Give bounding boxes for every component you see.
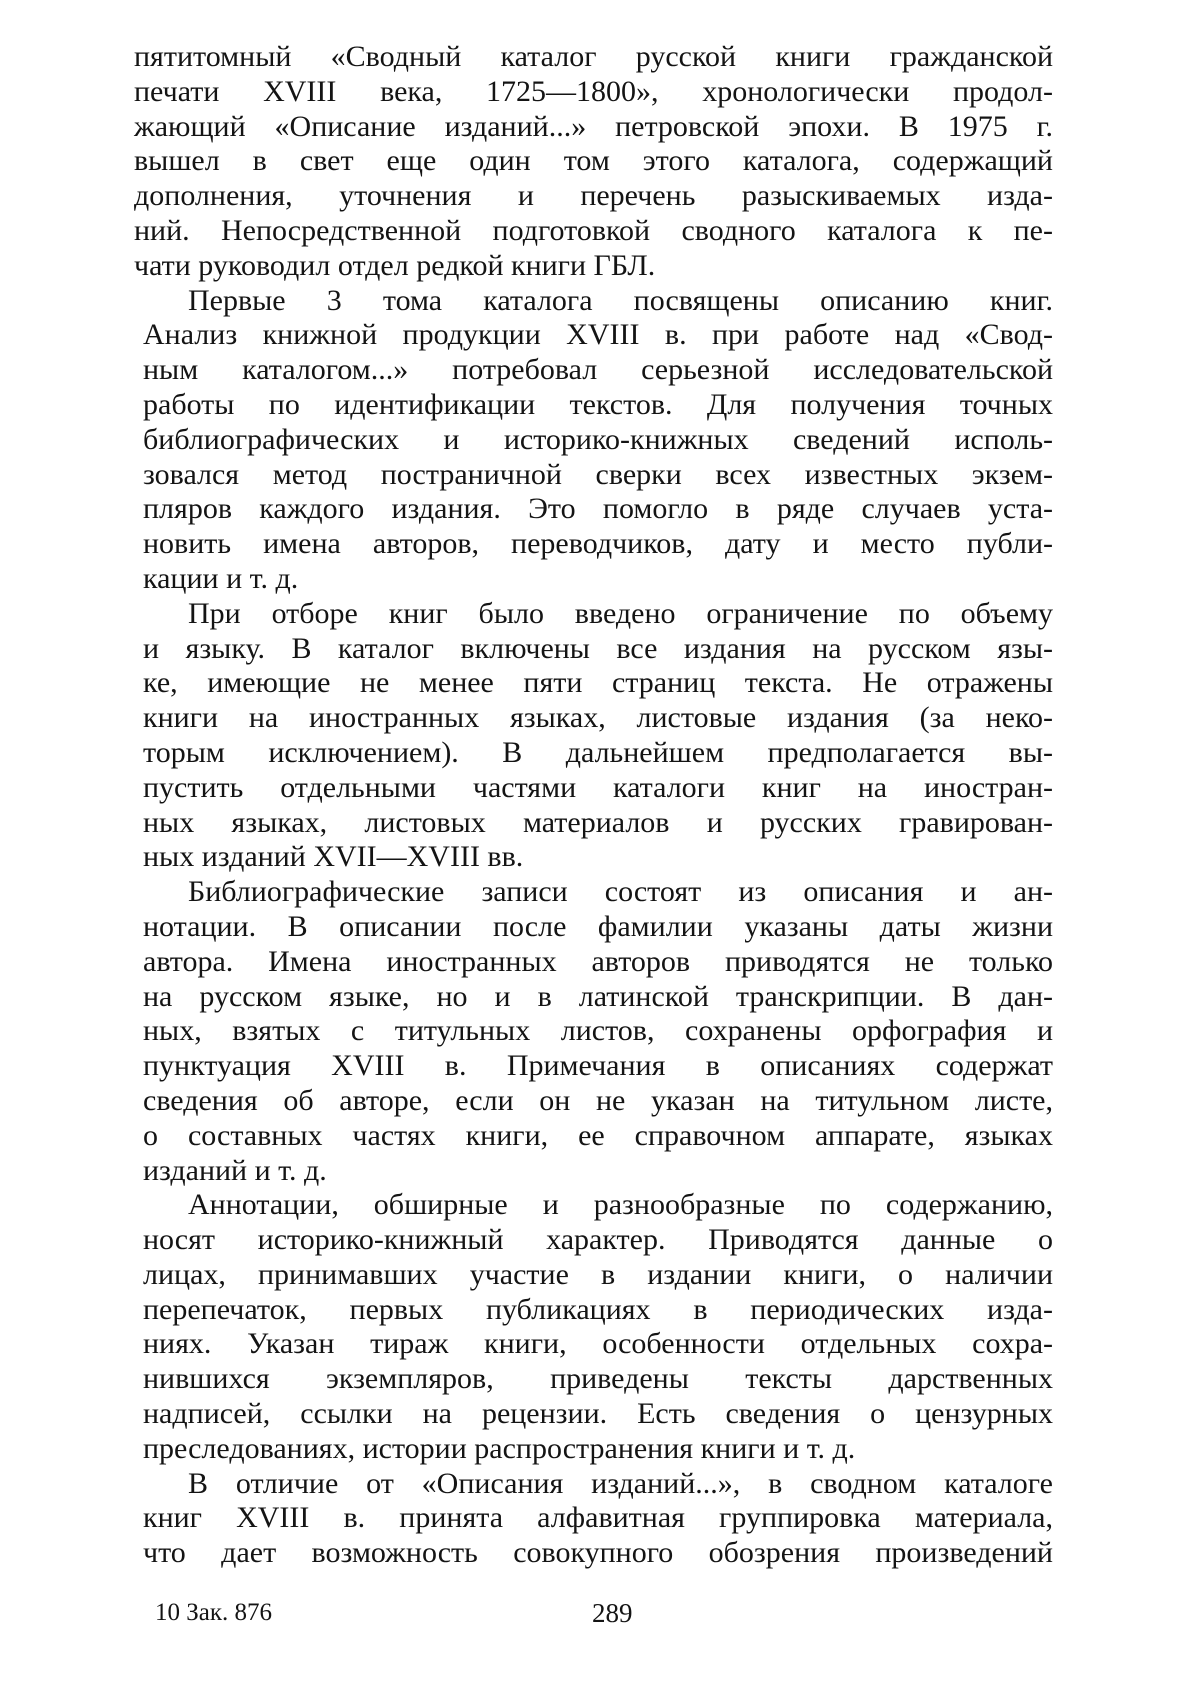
text-line: книги на иностранных языках, листовые издания (за неко- bbox=[143, 701, 1053, 735]
text-line: преследованиях, истории распространения книги и т. д. bbox=[143, 1431, 856, 1465]
text-line: кации и т. д. bbox=[143, 561, 299, 595]
text-line: нотации. В описании после фамилии указаны даты жизни bbox=[143, 909, 1053, 943]
text-line: ных изданий XVII—XVIII вв. bbox=[143, 840, 524, 874]
text-line: библиографических и историко-книжных сведений исполь- bbox=[143, 422, 1053, 456]
text-line: чати руководил отдел редкой книги ГБЛ. bbox=[134, 248, 656, 282]
text-line: перепечаток, первых публикациях в периодических изда- bbox=[143, 1292, 1053, 1326]
text-line: Анализ книжной продукции XVIII в. при работе над «Свод- bbox=[143, 318, 1053, 352]
text-line: что дает возможность совокупного обозрения произведений bbox=[143, 1536, 1053, 1570]
text-line: ниях. Указан тираж книги, особенности отдельных сохра- bbox=[143, 1327, 1053, 1361]
text-line: носят историко-книжный характер. Приводятся данные о bbox=[143, 1223, 1053, 1257]
text-line: и языку. В каталог включены все издания на русском язы- bbox=[143, 631, 1053, 665]
text-line: работы по идентификации текстов. Для получения точных bbox=[143, 387, 1053, 421]
text-line: книг XVIII в. принята алфавитная группировка материала, bbox=[143, 1501, 1053, 1535]
text-line: пунктуация XVIII в. Примечания в описаниях содержат bbox=[143, 1049, 1053, 1083]
text-line: сведения об авторе, если он не указан на титульном листе, bbox=[143, 1083, 1053, 1117]
text-line: новить имена авторов, переводчиков, дату и место публи- bbox=[143, 527, 1053, 561]
paragraph-first-line: Библиографические записи состоят из описания и ан- bbox=[188, 875, 1053, 909]
text-line: о составных частях книги, ее справочном аппарате, языках bbox=[143, 1118, 1053, 1152]
text-line: ных языках, листовых материалов и русских гравирован- bbox=[143, 805, 1053, 839]
text-line: на русском языке, но и в латинской транскрипции. В дан- bbox=[143, 979, 1053, 1013]
text-line: ке, имеющие не менее пяти страниц текста. Не отражены bbox=[143, 666, 1053, 700]
text-line: надписей, ссылки на рецензии. Есть сведения о цензурных bbox=[143, 1397, 1053, 1431]
text-line: печати XVIII века, 1725—1800», хронологически продол- bbox=[134, 74, 1053, 108]
paragraph-first-line: Аннотации, обширные и разнообразные по содержанию, bbox=[188, 1188, 1053, 1222]
paragraph-first-line: В отличие от «Описания изданий...», в сводном каталоге bbox=[188, 1466, 1053, 1500]
text-line: торым исключением). В дальнейшем предполагается вы- bbox=[143, 735, 1053, 769]
text-line: нившихся экземпляров, приведены тексты дарственных bbox=[143, 1362, 1053, 1396]
text-line: ным каталогом...» потребовал серьезной исследовательской bbox=[143, 353, 1053, 387]
text-line: изданий и т. д. bbox=[143, 1153, 327, 1187]
text-line: лицах, принимавших участие в издании книги, о наличии bbox=[143, 1257, 1053, 1291]
page-number: 289 bbox=[592, 1598, 633, 1628]
page-footer bbox=[0, 1598, 1190, 1638]
text-line: пятитомный «Сводный каталог русской книги гражданской bbox=[134, 40, 1053, 73]
text-line: жающий «Описание изданий...» петровской эпохи. В 1975 г. bbox=[134, 109, 1053, 143]
text-line: ных, взятых с титульных листов, сохранены орфография и bbox=[143, 1014, 1053, 1048]
text-line: вышел в свет еще один том этого каталога, содержащий bbox=[134, 144, 1053, 178]
paragraph-first-line: При отборе книг было введено ограничение по объему bbox=[188, 596, 1053, 630]
text-line: автора. Имена иностранных авторов приводятся не только bbox=[143, 944, 1053, 978]
text-line: дополнения, уточнения и перечень разыскиваемых изда- bbox=[134, 179, 1053, 213]
body-text bbox=[134, 40, 1053, 1571]
paragraph-first-line: Первые 3 тома каталога посвящены описанию книг. bbox=[188, 283, 1053, 317]
text-line: зовался метод постраничной сверки всех известных экзем- bbox=[143, 457, 1053, 491]
text-line: ний. Непосредственной подготовкой сводного каталога к пе- bbox=[134, 213, 1053, 247]
text-line: пляров каждого издания. Это помогло в ряде случаев уста- bbox=[143, 492, 1053, 526]
printer-signature: 10 Зак. 876 bbox=[155, 1599, 273, 1626]
text-line: пустить отдельными частями каталоги книг на иностран- bbox=[143, 770, 1053, 804]
